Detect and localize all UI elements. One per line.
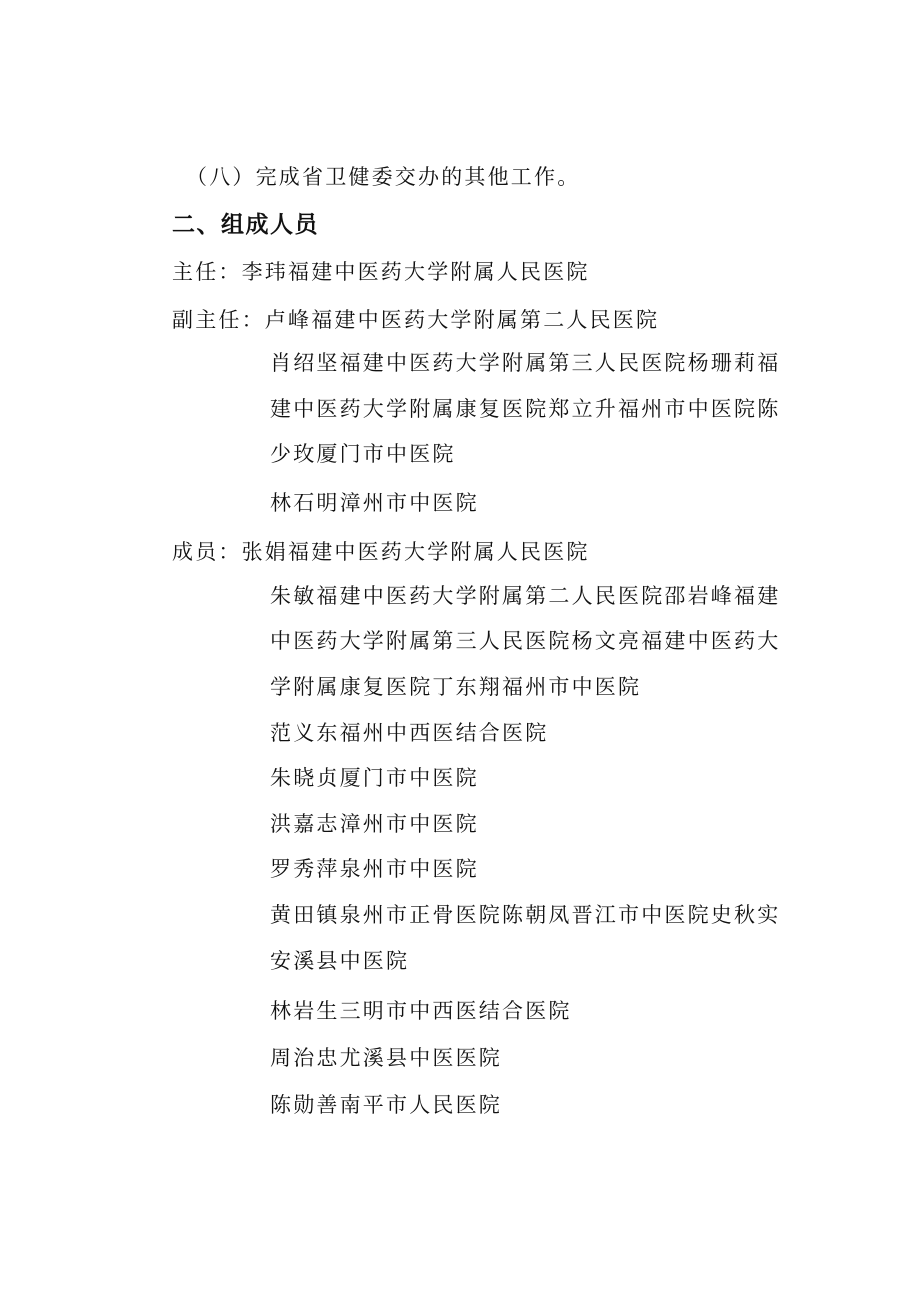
member-line: 周治忠尤溪县中医医院	[270, 1046, 502, 1070]
member-line: 学附属康复医院丁东翔福州市中医院	[270, 675, 642, 699]
section-title: 二、组成人员	[172, 212, 319, 238]
member-line: 朱敏福建中医药大学附属第二人民医院邵岩峰福建	[270, 584, 781, 608]
member-line: 陈勋善南平市人民医院	[270, 1093, 502, 1117]
member-line: 朱晓贞厦门市中医院	[270, 766, 479, 790]
director-line: 主任：李玮福建中医药大学附属人民医院	[172, 260, 590, 284]
deputy-director-line: 副主任：卢峰福建中医药大学附属第二人民医院	[172, 308, 660, 332]
member-line: 中医药大学附属第三人民医院杨文亮福建中医药大	[270, 629, 781, 653]
deputy-line: 少玫厦门市中医院	[270, 442, 456, 466]
members-first-line: 成员：张娟福建中医药大学附属人民医院	[172, 540, 590, 564]
member-line: 黄田镇泉州市正骨医院陈朝凤晋江市中医院史秋实	[270, 903, 781, 927]
deputy-line: 肖绍坚福建中医药大学附属第三人民医院杨珊莉福	[270, 351, 781, 375]
member-line: 罗秀萍泉州市中医院	[270, 857, 479, 881]
member-line: 安溪县中医院	[270, 949, 410, 973]
member-line: 林岩生三明市中西医结合医院	[270, 999, 572, 1023]
member-line: 范义东福州中西医结合医院	[270, 721, 549, 745]
member-line: 洪嘉志漳州市中医院	[270, 812, 479, 836]
item-eight: （八）完成省卫健委交办的其他工作。	[186, 165, 581, 189]
deputy-line: 林石明漳州市中医院	[270, 491, 479, 515]
deputy-line: 建中医药大学附属康复医院郑立升福州市中医院陈	[270, 397, 781, 421]
